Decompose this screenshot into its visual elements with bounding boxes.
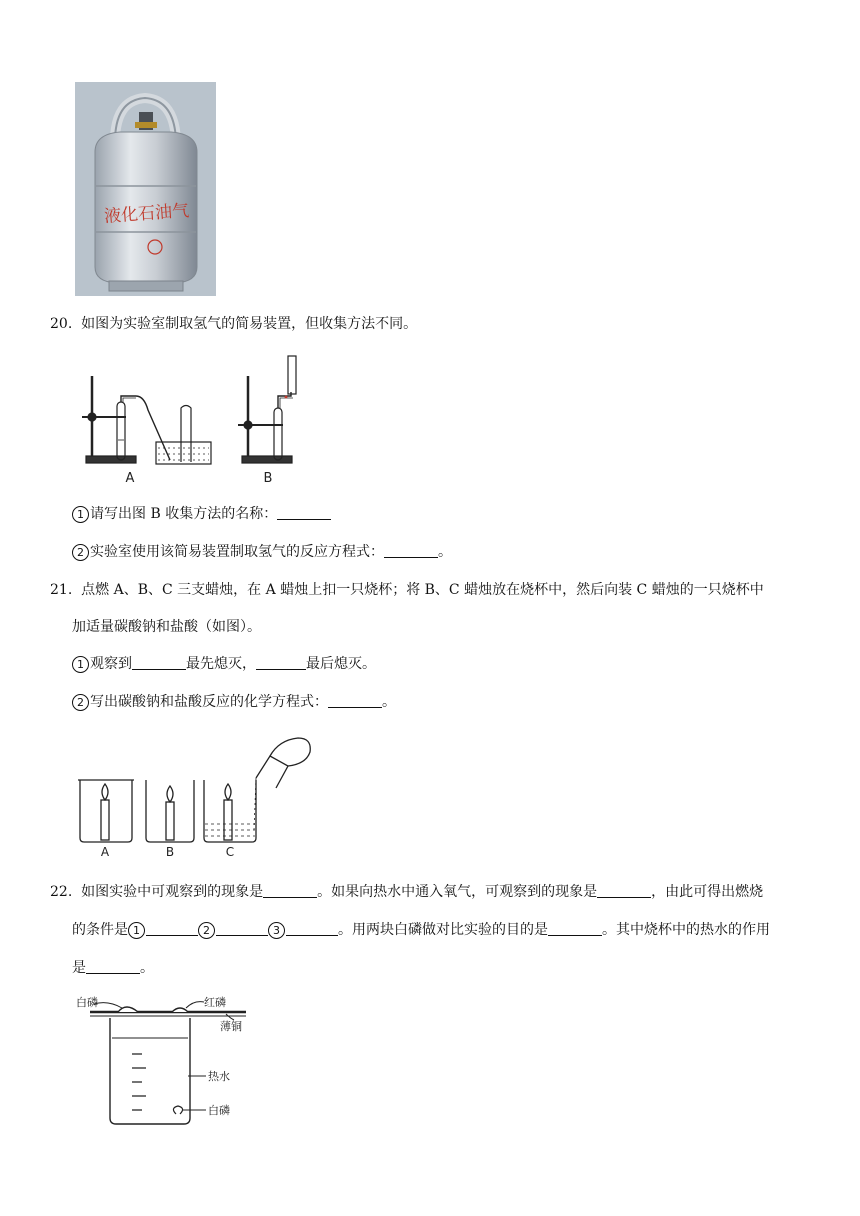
answer-blank[interactable]: [597, 883, 651, 898]
q21-stem-line1: [50, 580, 764, 600]
q20-number: 20.: [50, 316, 73, 332]
candle-label-a: A: [100, 845, 110, 859]
answer-blank[interactable]: [86, 959, 140, 974]
q21-line1: 点燃 A、B、C 三支蜡烛，在 A 蜡烛上扣一只烧杯；将 B、C 蜡烛放在烧杯中，然后向装 C 蜡烛的一只烧杯中: [81, 582, 764, 598]
gas-cylinder-image: [75, 82, 216, 296]
circle-mark-2: 2: [198, 922, 215, 939]
answer-blank[interactable]: [146, 921, 198, 936]
answer-blank[interactable]: [548, 921, 602, 936]
q20-sub1-text: 请写出图 B 收集方法的名称：: [90, 506, 278, 522]
apparatus-label-a: A: [125, 471, 135, 486]
answer-blank[interactable]: [216, 921, 268, 936]
candles-image: [74, 730, 320, 860]
q22-stem-line1: [50, 882, 763, 902]
q22-l3-a: 是: [72, 960, 86, 976]
q20-sub2-text: 实验室使用该简易装置制取氢气的反应方程式：: [90, 544, 384, 560]
label-red-p: 红磷: [204, 996, 226, 1009]
phosphorus-setup-image: [76, 994, 252, 1130]
q21-sub2-text: 写出碳酸钠和盐酸反应的化学方程式：: [90, 694, 328, 710]
q22-number: 22.: [50, 884, 73, 900]
q20-stem: [50, 314, 417, 334]
label-copper: 薄铜: [220, 1020, 242, 1033]
q22-l1-b: 。如果向热水中通入氧气，可观察到的现象是: [317, 884, 598, 900]
q21-sub1-c: 最后熄灭。: [306, 656, 376, 672]
answer-blank[interactable]: [384, 543, 438, 558]
q20-sub1: [72, 504, 331, 524]
answer-blank[interactable]: [286, 921, 338, 936]
hydrogen-apparatus-image: [78, 352, 314, 488]
candle-label-b: B: [165, 845, 175, 859]
circle-mark-2: 2: [72, 544, 89, 561]
q20-text: 如图为实验室制取氢气的简易装置，但收集方法不同。: [81, 316, 418, 332]
answer-blank[interactable]: [132, 655, 186, 670]
q22-stem-line3: [72, 958, 154, 978]
q21-stem-line2: [72, 617, 261, 637]
label-hot-water: 热水: [208, 1070, 230, 1083]
candle-label-c: C: [225, 845, 235, 859]
q21-sub1-b: 最先熄灭，: [186, 656, 256, 672]
q20-sub2-end: 。: [438, 544, 452, 560]
cylinder-label: 液化石油气: [103, 201, 190, 227]
apparatus-label-b: B: [263, 471, 273, 486]
answer-blank[interactable]: [277, 505, 331, 520]
q22-l1-a: 如图实验中可观察到的现象是: [81, 884, 264, 900]
label-white-p-bottom: 白磷: [208, 1104, 230, 1117]
circle-mark-1: 1: [128, 922, 145, 939]
circle-mark-1: 1: [72, 506, 89, 523]
circle-mark-3: 3: [268, 922, 285, 939]
q21-line2: 加适量碳酸钠和盐酸（如图）。: [72, 619, 261, 635]
q21-sub2: [72, 692, 396, 712]
q22-l1-c: ，由此可得出燃烧: [651, 884, 764, 900]
q22-l2-c: 。其中烧杯中的热水的作用: [602, 922, 770, 938]
circle-mark-2: 2: [72, 694, 89, 711]
answer-blank[interactable]: [256, 655, 306, 670]
q20-sub2: [72, 542, 452, 562]
q21-number: 21.: [50, 582, 73, 598]
q22-stem-line2: [72, 920, 770, 940]
answer-blank[interactable]: [328, 693, 382, 708]
q21-sub1: [72, 654, 376, 674]
q21-sub1-a: 观察到: [90, 656, 132, 672]
q22-l2-b: 。用两块白磷做对比实验的目的是: [338, 922, 548, 938]
circle-mark-1: 1: [72, 656, 89, 673]
label-white-p-top: 白磷: [76, 996, 98, 1009]
q22-l3-end: 。: [140, 960, 154, 976]
answer-blank[interactable]: [263, 883, 317, 898]
q21-sub2-end: 。: [382, 694, 396, 710]
q22-l2-a: 的条件是: [72, 922, 128, 938]
